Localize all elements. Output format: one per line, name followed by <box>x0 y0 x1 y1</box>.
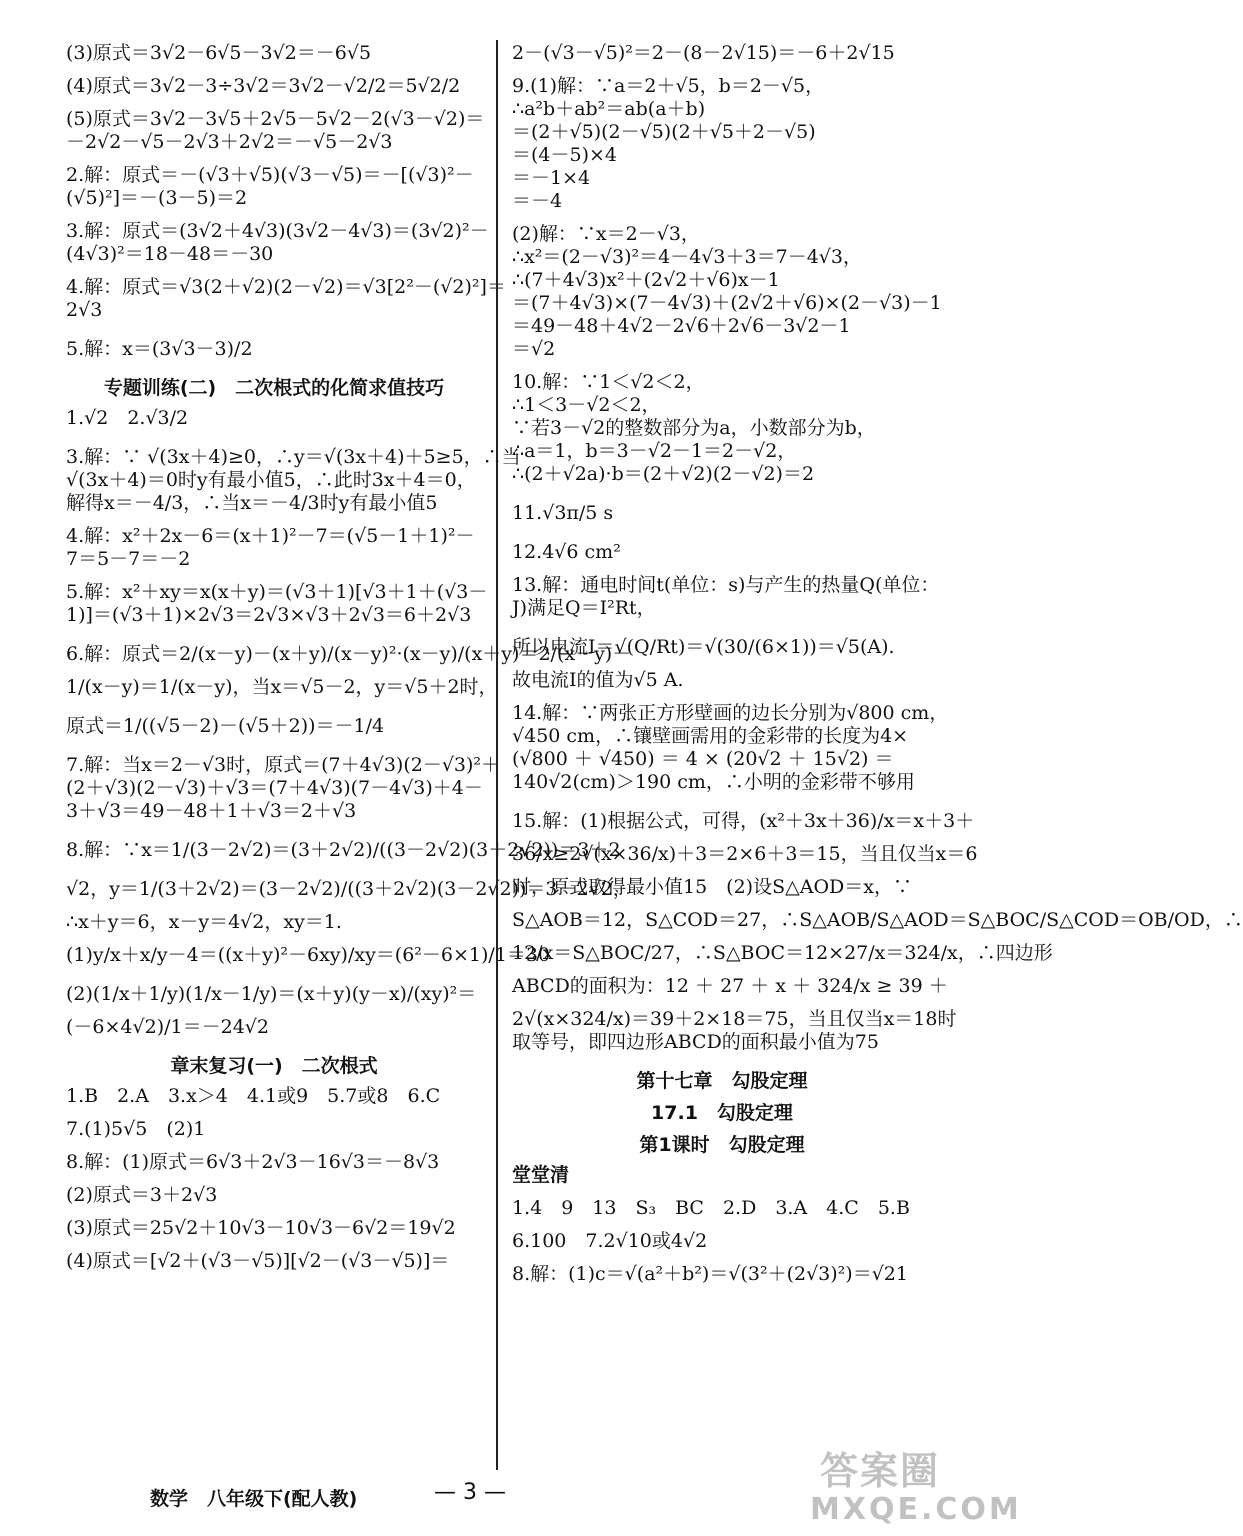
text-line: －2√2－√5－2√3＋2√2＝－√5－2√3 <box>66 131 393 153</box>
text-line: ∴1＜3－√2＜2， <box>512 394 661 416</box>
text-line: (－6×4√2)/1＝－24√2 <box>66 1016 269 1038</box>
text-line: (2)解：∵x＝2－√3， <box>512 223 700 245</box>
text-line: (3)原式＝3√2－6√5－3√2＝－6√5 <box>66 42 372 64</box>
text-line: 8.解：(1)c＝√(a²＋b²)＝√(3²＋(2√3)²)＝√21 <box>512 1263 908 1285</box>
text-line: 36/x≥2√(x×36/x)＋3＝2×6＋3＝15，当且仅当x＝6 <box>512 843 978 865</box>
text-line: 12/x＝S△BOC/27，∴S△BOC＝12×27/x＝324/x，∴四边形 <box>512 942 1053 964</box>
text-line: ＝－4 <box>512 190 563 212</box>
text-line: 7＝5－7＝－2 <box>66 548 191 570</box>
text-line: 解得x＝－4/3，∴当x＝－4/3时y有最小值5 <box>66 492 438 514</box>
text-line: 8.解：∵x＝1/(3－2√2)＝(3＋2√2)/((3－2√2)(3＋2√2))＝3＋2 <box>66 839 621 861</box>
text-line: 4.解：x²＋2x－6＝(x＋1)²－7＝(√5－1＋1)²－ <box>66 525 475 547</box>
lesson-heading: 第1课时 勾股定理 <box>639 1134 805 1156</box>
text-line: 140√2(cm)＞190 cm，∴小明的金彩带不够用 <box>512 771 915 793</box>
text-line: 13.解：通电时间t(单位：s)与产生的热量Q(单位： <box>512 574 940 596</box>
section-heading: 章末复习(一) 二次根式 <box>170 1055 378 1077</box>
text-line: 2√3 <box>66 299 103 321</box>
text-line: 7.解：当x＝2－√3时，原式＝(7＋4√3)(2－√3)²＋ <box>66 754 501 776</box>
text-line: (4)原式＝[√2＋(√3－√5)][√2－(√3－√5)]＝ <box>66 1250 450 1272</box>
text-line: 1)]＝(√3＋1)×2√3＝2√3×√3＋2√3＝6＋2√3 <box>66 604 472 626</box>
text-line: ＝(4－5)×4 <box>512 144 618 166</box>
text-line: ∴(7＋4√3)x²＋(2√2＋√6)x－1 <box>512 269 780 291</box>
text-line: ∵若3－√2的整数部分为a，小数部分为b， <box>512 417 876 439</box>
text-line: 1.B 2.A 3.x＞4 4.1或9 5.7或8 6.C <box>66 1085 441 1107</box>
text-line: 6.100 7.2√10或4√2 <box>512 1230 708 1252</box>
text-line: 6.解：原式＝2/(x－y)－(x＋y)/(x－y)²·(x－y)/(x＋y)＝2/(x－y)－ <box>66 643 632 665</box>
watermark-logo <box>800 1440 1022 1536</box>
footer-subject: 数学 八年级下(配人教) <box>150 1488 358 1510</box>
text-line: (2)原式＝3＋2√3 <box>66 1184 218 1206</box>
text-line: (3)原式＝25√2＋10√3－10√3－6√2＝19√2 <box>66 1217 456 1239</box>
section-heading: 17.1 勾股定理 <box>651 1102 793 1124</box>
text-line: ∴(2＋√2a)·b＝(2＋√2)(2－√2)＝2 <box>512 463 815 485</box>
watermark-en: MXQE.COM <box>810 1492 1022 1527</box>
text-line: 10.解：∵1＜√2＜2， <box>512 371 705 393</box>
text-line: ＝－1×4 <box>512 167 591 189</box>
text-line: ∴a²b＋ab²＝ab(a＋b) <box>512 98 706 120</box>
text-line: (1)y/x＋x/y－4＝((x＋y)²－6xy)/xy＝(6²－6×1)/1＝30 <box>66 944 551 966</box>
subsection-label: 堂堂清 <box>512 1164 570 1186</box>
column-divider <box>496 40 498 1470</box>
text-line: 所以电流I＝√(Q/Rt)＝√(30/(6×1))＝√5(A). <box>512 636 895 658</box>
text-line: ∴a＝1，b＝3－√2－1＝2－√2， <box>512 440 797 462</box>
text-line: ∴x＋y＝6，x－y＝4√2，xy＝1. <box>66 911 342 933</box>
text-line: 原式＝1/((√5－2)－(√5＋2))＝－1/4 <box>66 715 385 737</box>
text-line: 1/(x－y)＝1/(x－y)，当x＝√5－2，y＝√5＋2时， <box>66 676 498 698</box>
text-line: S△AOB＝12，S△COD＝27，∴S△AOB/S△AOD＝S△BOC/S△COD＝OB/OD，∴ <box>512 909 1243 931</box>
text-line: 1.√2 2.√3/2 <box>66 407 189 429</box>
text-line: 故电流I的值为√5 A. <box>512 669 684 691</box>
text-line: 4.解：原式＝√3(2＋√2)(2－√2)＝√3[2²－(√2)²]＝ <box>66 276 506 298</box>
text-line: ＝√2 <box>512 338 556 360</box>
text-line: 9.(1)解：∵a＝2＋√5，b＝2－√5， <box>512 75 825 97</box>
text-line: 1.4 9 13 S₃ BC 2.D 3.A 4.C 5.B <box>512 1197 910 1219</box>
text-line: 5.解：x²＋xy＝x(x＋y)＝(√3＋1)[√3＋1＋(√3－ <box>66 581 488 603</box>
text-line: (4√3)²＝18－48＝－30 <box>66 243 274 265</box>
text-line: 3＋√3＝49－48＋1＋√3＝2＋√3 <box>66 800 357 822</box>
text-line: ∴x²＝(2－√3)²＝4－4√3＋3＝7－4√3， <box>512 246 862 268</box>
section-heading: 专题训练(二) 二次根式的化简求值技巧 <box>103 377 445 399</box>
text-line: 8.解：(1)原式＝6√3＋2√3－16√3＝－8√3 <box>66 1151 440 1173</box>
text-line: J)满足Q＝I²Rt， <box>512 597 656 619</box>
text-line: √450 cm，∴镶壁画需用的金彩带的长度为4× <box>512 725 909 747</box>
text-line: 11.√3π/5 s <box>512 502 614 524</box>
text-line: 7.(1)5√5 (2)1 <box>66 1118 206 1140</box>
text-line: 12.4√6 cm² <box>512 541 621 563</box>
chapter-heading: 第十七章 勾股定理 <box>636 1070 808 1092</box>
watermark-cn: 答案圈 <box>820 1449 941 1493</box>
text-line: √(3x＋4)＝0时y有最小值5，∴此时3x＋4＝0， <box>66 469 476 491</box>
text-line: 5.解：x＝(3√3－3)/2 <box>66 338 253 360</box>
text-line: 2－(√3－√5)²＝2－(8－2√15)＝－6＋2√15 <box>512 42 895 64</box>
text-line: 2.解：原式＝－(√3＋√5)(√3－√5)＝－[(√3)²－ <box>66 164 474 186</box>
text-line: 取等号，即四边形ABCD的面积最小值为75 <box>512 1031 879 1053</box>
text-line: (4)原式＝3√2－3÷3√2＝3√2－√2/2＝5√2/2 <box>66 75 461 97</box>
text-line: ABCD的面积为：12 ＋ 27 ＋ x ＋ 324/x ≥ 39 ＋ <box>512 975 948 997</box>
text-line: 14.解：∵两张正方形壁画的边长分别为√800 cm， <box>512 702 949 724</box>
text-line: √2，y＝1/(3＋2√2)＝(3－2√2)/((3＋2√2)(3－2√2))＝3－2√2， <box>66 878 632 900</box>
text-line: 2√(x×324/x)＝39＋2×18＝75，当且仅当x＝18时 <box>512 1008 957 1030</box>
text-line: ＝(7＋4√3)×(7－4√3)＋(2√2＋√6)×(2－√3)－1 <box>512 292 942 314</box>
text-line: ＝(2＋√5)(2－√5)(2＋√5＋2－√5) <box>512 121 816 143</box>
text-line: 15.解：(1)根据公式，可得，(x²＋3x＋36)/x＝x＋3＋ <box>512 810 975 832</box>
text-line: (5)原式＝3√2－3√5＋2√5－5√2－2(√3－√2)＝ <box>66 108 485 130</box>
text-line: 时，原式取得最小值15 (2)设S△AOD＝x，∵ <box>512 876 912 898</box>
text-line: (√800 ＋ √450) ＝ 4 × (20√2 ＋ 15√2) ＝ <box>512 748 894 770</box>
right-column <box>512 42 1243 1286</box>
text-line: ＝49－48＋4√2－2√6＋2√6－3√2－1 <box>512 315 851 337</box>
text-line: 3.解：∵ √(3x＋4)≥0，∴y＝√(3x＋4)＋5≥5，∴当 <box>66 446 521 468</box>
text-line: (2＋√3)(2－√3)＋√3＝(7＋4√3)(7－4√3)＋4－ <box>66 777 483 799</box>
page-number: — 3 — <box>434 1480 506 1505</box>
text-line: 3.解：原式＝(3√2＋4√3)(3√2－4√3)＝(3√2)²－ <box>66 220 489 242</box>
text-line: (2)(1/x＋1/y)(1/x－1/y)＝(x＋y)(y－x)/(xy)²＝ <box>66 983 477 1005</box>
text-line: (√5)²]＝－(3－5)＝2 <box>66 187 248 209</box>
